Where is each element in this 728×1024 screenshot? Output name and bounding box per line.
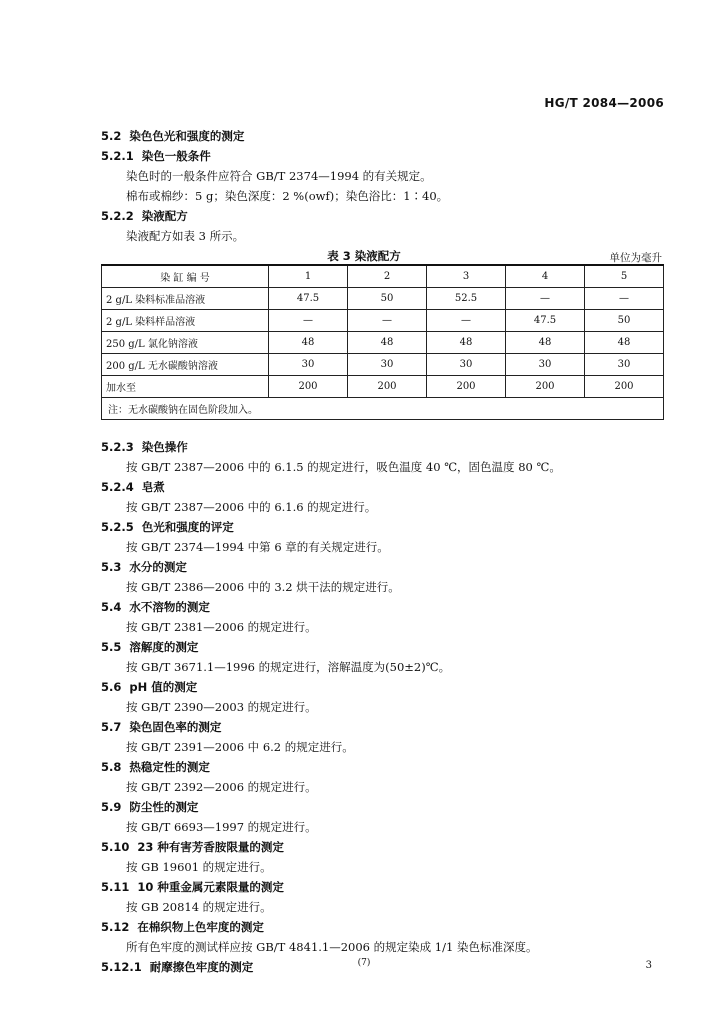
section-heading: 5.2.5 色光和强度的评定 xyxy=(101,520,234,534)
footer-marker: (7) xyxy=(357,958,371,968)
table-header-row xyxy=(102,265,664,288)
paragraph-line: 按 GB/T 3671.1—1996 的规定进行，溶解温度为(50±2)℃。 xyxy=(126,660,451,674)
table-row xyxy=(102,310,664,332)
table-cell: 200 xyxy=(269,376,348,398)
table-cell: 47.5 xyxy=(269,288,348,310)
paragraph-line: 按 GB/T 2386—2006 中的 3.2 烘干法的规定进行。 xyxy=(126,580,400,594)
table-cell: 30 xyxy=(506,354,585,376)
page-number: 3 xyxy=(645,960,652,971)
section-5-2-2: 5.2.2 染液配方 xyxy=(101,209,188,223)
paragraph-line: 按 GB 19601 的规定进行。 xyxy=(126,860,272,874)
table-note-row xyxy=(102,398,664,420)
section-5-2-1: 5.2.1 染色一般条件 xyxy=(101,149,211,163)
table-unit: 单位为毫升 xyxy=(609,252,662,264)
table-cell: 48 xyxy=(506,332,585,354)
section-heading: 5.2.3 染色操作 xyxy=(101,440,188,454)
table-cell: — xyxy=(348,310,427,332)
table-cell: 30 xyxy=(269,354,348,376)
header-col: 3 xyxy=(427,265,506,288)
row-label: 250 g/L 氯化钠溶液 xyxy=(102,332,269,354)
section-heading: 5.9 防尘性的测定 xyxy=(101,800,199,814)
paragraph-line: 棉布或棉纱：5 g；染色深度：2 %(owf)；染色浴比：1∶40。 xyxy=(126,189,449,203)
table-cell: 200 xyxy=(585,376,664,398)
table-row xyxy=(102,288,664,310)
table-cell: 48 xyxy=(427,332,506,354)
paragraph-line: 按 GB/T 2392—2006 的规定进行。 xyxy=(126,780,317,794)
header-col: 1 xyxy=(269,265,348,288)
section-heading: 5.7 染色固色率的测定 xyxy=(101,720,222,734)
paragraph-line: 按 GB 20814 的规定进行。 xyxy=(126,900,272,914)
paragraph-line: 按 GB/T 2391—2006 中 6.2 的规定进行。 xyxy=(126,740,354,754)
table-cell: — xyxy=(585,288,664,310)
standard-number: HG/T 2084—2006 xyxy=(544,96,664,110)
paragraph-line: 所有色牢度的测试样应按 GB/T 4841.1—2006 的规定染成 1/1 染色标准深度。 xyxy=(126,940,538,954)
table-note: 注：无水碳酸钠在固色阶段加入。 xyxy=(102,398,664,420)
table-caption: 表 3 染液配方 xyxy=(327,249,401,263)
table-cell: 47.5 xyxy=(506,310,585,332)
paragraph-line: 按 GB/T 2390—2003 的规定进行。 xyxy=(126,700,317,714)
section-heading: 5.12 在棉织物上色牢度的测定 xyxy=(101,920,264,934)
table-cell: 50 xyxy=(348,288,427,310)
table-row xyxy=(102,354,664,376)
table-cell: 200 xyxy=(348,376,427,398)
section-heading: 5.3 水分的测定 xyxy=(101,560,187,574)
recipe-table xyxy=(101,264,664,420)
header-label: 染 缸 编 号 xyxy=(102,265,269,288)
table-cell: 200 xyxy=(427,376,506,398)
table-row xyxy=(102,376,664,398)
paragraph-line: 按 GB/T 2387—2006 中的 6.1.6 的规定进行。 xyxy=(126,500,377,514)
row-label: 200 g/L 无水碳酸钠溶液 xyxy=(102,354,269,376)
header-col: 2 xyxy=(348,265,427,288)
section-heading: 5.12.1 耐摩擦色牢度的测定 xyxy=(101,960,254,974)
row-label: 2 g/L 染料样品溶液 xyxy=(102,310,269,332)
section-heading: 5.4 水不溶物的测定 xyxy=(101,600,210,614)
section-heading: 5.10 23 种有害芳香胺限量的测定 xyxy=(101,840,284,854)
row-label: 2 g/L 染料标准品溶液 xyxy=(102,288,269,310)
section-heading: 5.6 pH 值的测定 xyxy=(101,680,198,694)
section-heading: 5.5 溶解度的测定 xyxy=(101,640,199,654)
header-col: 5 xyxy=(585,265,664,288)
table-cell: 48 xyxy=(269,332,348,354)
paragraph-line: 按 GB/T 2381—2006 的规定进行。 xyxy=(126,620,317,634)
table-cell: 48 xyxy=(585,332,664,354)
table-cell: 52.5 xyxy=(427,288,506,310)
paragraph-line: 按 GB/T 6693—1997 的规定进行。 xyxy=(126,820,317,834)
table-cell: — xyxy=(269,310,348,332)
table-cell: 30 xyxy=(585,354,664,376)
paragraph-line: 按 GB/T 2374—1994 中第 6 章的有关规定进行。 xyxy=(126,540,389,554)
paragraph-line: 按 GB/T 2387—2006 中的 6.1.5 的规定进行，吸色温度 40 ℃，固色温度 80 ℃。 xyxy=(126,460,561,474)
paragraph-line: 染色时的一般条件应符合 GB/T 2374—1994 的有关规定。 xyxy=(126,169,432,183)
section-5-2: 5.2 染色色光和强度的测定 xyxy=(101,129,245,143)
header-col: 4 xyxy=(506,265,585,288)
table-cell: 200 xyxy=(506,376,585,398)
table-row xyxy=(102,332,664,354)
table-cell: — xyxy=(506,288,585,310)
table-cell: 50 xyxy=(585,310,664,332)
table-cell: 48 xyxy=(348,332,427,354)
section-heading: 5.11 10 种重金属元素限量的测定 xyxy=(101,880,284,894)
section-heading: 5.8 热稳定性的测定 xyxy=(101,760,210,774)
table-cell: 30 xyxy=(427,354,506,376)
row-label: 加水至 xyxy=(102,376,269,398)
paragraph-line: 染液配方如表 3 所示。 xyxy=(126,229,245,243)
table-cell: — xyxy=(427,310,506,332)
section-heading: 5.2.4 皂煮 xyxy=(101,480,165,494)
table-cell: 30 xyxy=(348,354,427,376)
